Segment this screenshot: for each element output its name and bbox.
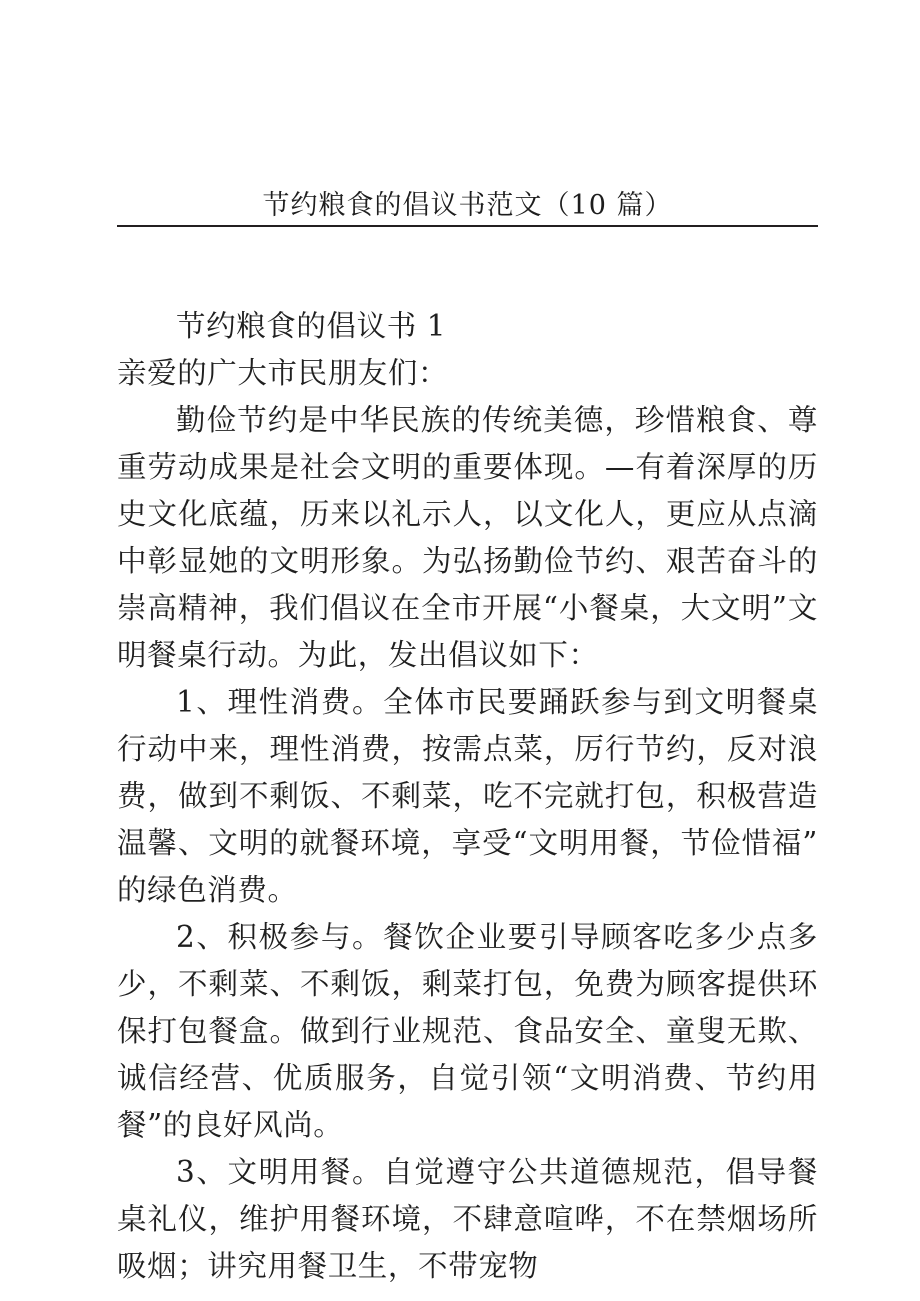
salutation: 亲爱的广大市民朋友们： xyxy=(117,356,449,390)
document-body xyxy=(117,303,818,1290)
paragraph-item-2: 2、积极参与。餐饮企业要引导顾客吃多少点多少，不剩菜、不剩饭，剩菜打包，免费为顾客提供环保打包餐盒。做到行业规范、食品安全、童叟无欺、诚信经营、优质服务，自觉引领“文明消费、节约用餐”的良好风尚。 xyxy=(117,920,818,1142)
section-heading: 节约粮食的倡议书 1 xyxy=(176,309,447,343)
paragraph-item-3: 3、文明用餐。自觉遵守公共道德规范，倡导餐桌礼仪，维护用餐环境，不肆意喧哗，不在禁烟场所吸烟；讲究用餐卫生，不带宠物 xyxy=(117,1155,818,1283)
paragraph-intro: 勤俭节约是中华民族的传统美德，珍惜粮食、尊重劳动成果是社会文明的重要体现。—有着深厚的历史文化底蕴，历来以礼示人，以文化人，更应从点滴中彰显她的文明形象。为弘扬勤俭节约、艰苦奋斗的崇高精神，我们倡议在全市开展“小餐桌，大文明”文明餐桌行动。为此，发出倡议如下： xyxy=(117,403,818,672)
page-title: 节约粮食的倡议书范文（10 篇） xyxy=(262,190,673,221)
paragraph-item-1: 1、理性消费。全体市民要踊跃参与到文明餐桌行动中来，理性消费，按需点菜，厉行节约，反对浪费，做到不剩饭、不剩菜，吃不完就打包，积极营造温馨、文明的就餐环境，享受“文明用餐，节俭惜福”的绿色消费。 xyxy=(117,685,818,907)
title-divider xyxy=(117,225,818,227)
